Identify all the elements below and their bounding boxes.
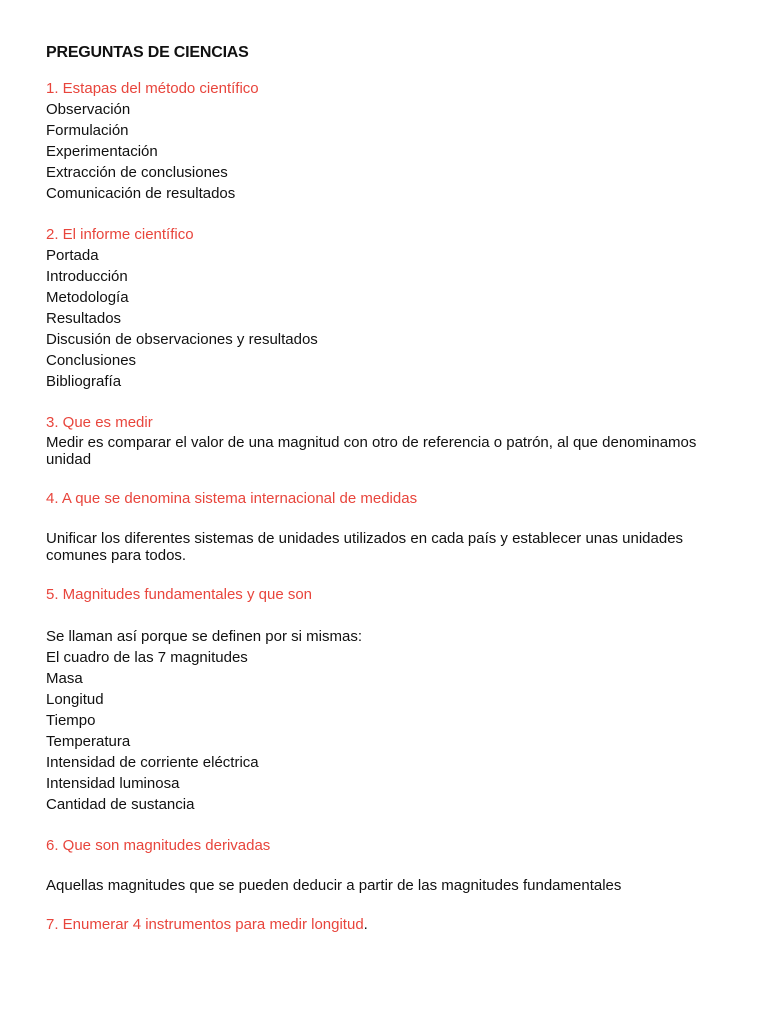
list-item: Metodología xyxy=(46,289,129,306)
section-paragraph: Unificar los diferentes sistemas de unidades utilizados en cada país y establecer unas unidades comunes para todos. xyxy=(46,530,684,564)
list-item: Observación xyxy=(46,101,131,118)
section-heading: 6. Que son magnitudes derivadas xyxy=(46,837,271,854)
list-item: Intensidad luminosa xyxy=(46,775,180,792)
section-5 xyxy=(46,584,736,815)
section-heading-text: 7. Enumerar 4 instrumentos para medir longitud xyxy=(46,916,364,933)
list-item: Experimentación xyxy=(46,143,158,160)
section-7 xyxy=(46,914,736,935)
list-item: Intensidad de corriente eléctrica xyxy=(46,754,259,771)
document-page xyxy=(46,42,736,955)
section-heading: 3. Que es medir xyxy=(46,414,153,431)
list-item: Bibliografía xyxy=(46,373,122,390)
list-item: Se llaman así porque se definen por si mismas: xyxy=(46,628,362,645)
list-item: Temperatura xyxy=(46,733,131,750)
section-2 xyxy=(46,224,736,392)
list-item: Conclusiones xyxy=(46,352,137,369)
list-item: Introducción xyxy=(46,268,128,285)
section-heading: 4. A que se denomina sistema internacional de medidas xyxy=(46,490,418,507)
list-item: Resultados xyxy=(46,310,122,327)
list-item: Tiempo xyxy=(46,712,96,729)
list-item: Formulación xyxy=(46,122,129,139)
section-heading: 5. Magnitudes fundamentales y que son xyxy=(46,586,313,603)
list-item: Portada xyxy=(46,247,99,264)
list-item: Cantidad de sustancia xyxy=(46,796,195,813)
list-item: Comunicación de resultados xyxy=(46,185,236,202)
section-heading-7 xyxy=(46,914,736,935)
section-paragraph: Medir es comparar el valor de una magnitud con otro de referencia o patrón, al que denominamos unidad xyxy=(46,434,697,468)
list-item: Extracción de conclusiones xyxy=(46,164,228,181)
section-4 xyxy=(46,488,736,564)
section-paragraph: Aquellas magnitudes que se pueden deducir a partir de las magnitudes fundamentales xyxy=(46,877,622,894)
list-item: El cuadro de las 7 magnitudes xyxy=(46,649,248,666)
section-heading: 1. Estapas del método científico xyxy=(46,80,259,97)
section-1 xyxy=(46,78,736,204)
section-3 xyxy=(46,412,736,468)
list-item: Longitud xyxy=(46,691,104,708)
list-item: Discusión de observaciones y resultados xyxy=(46,331,318,348)
section-6 xyxy=(46,835,736,894)
section-heading: 2. El informe científico xyxy=(46,226,194,243)
document-title: PREGUNTAS DE CIENCIAS xyxy=(46,44,249,61)
heading-period: . xyxy=(363,916,368,933)
list-item: Masa xyxy=(46,670,83,687)
